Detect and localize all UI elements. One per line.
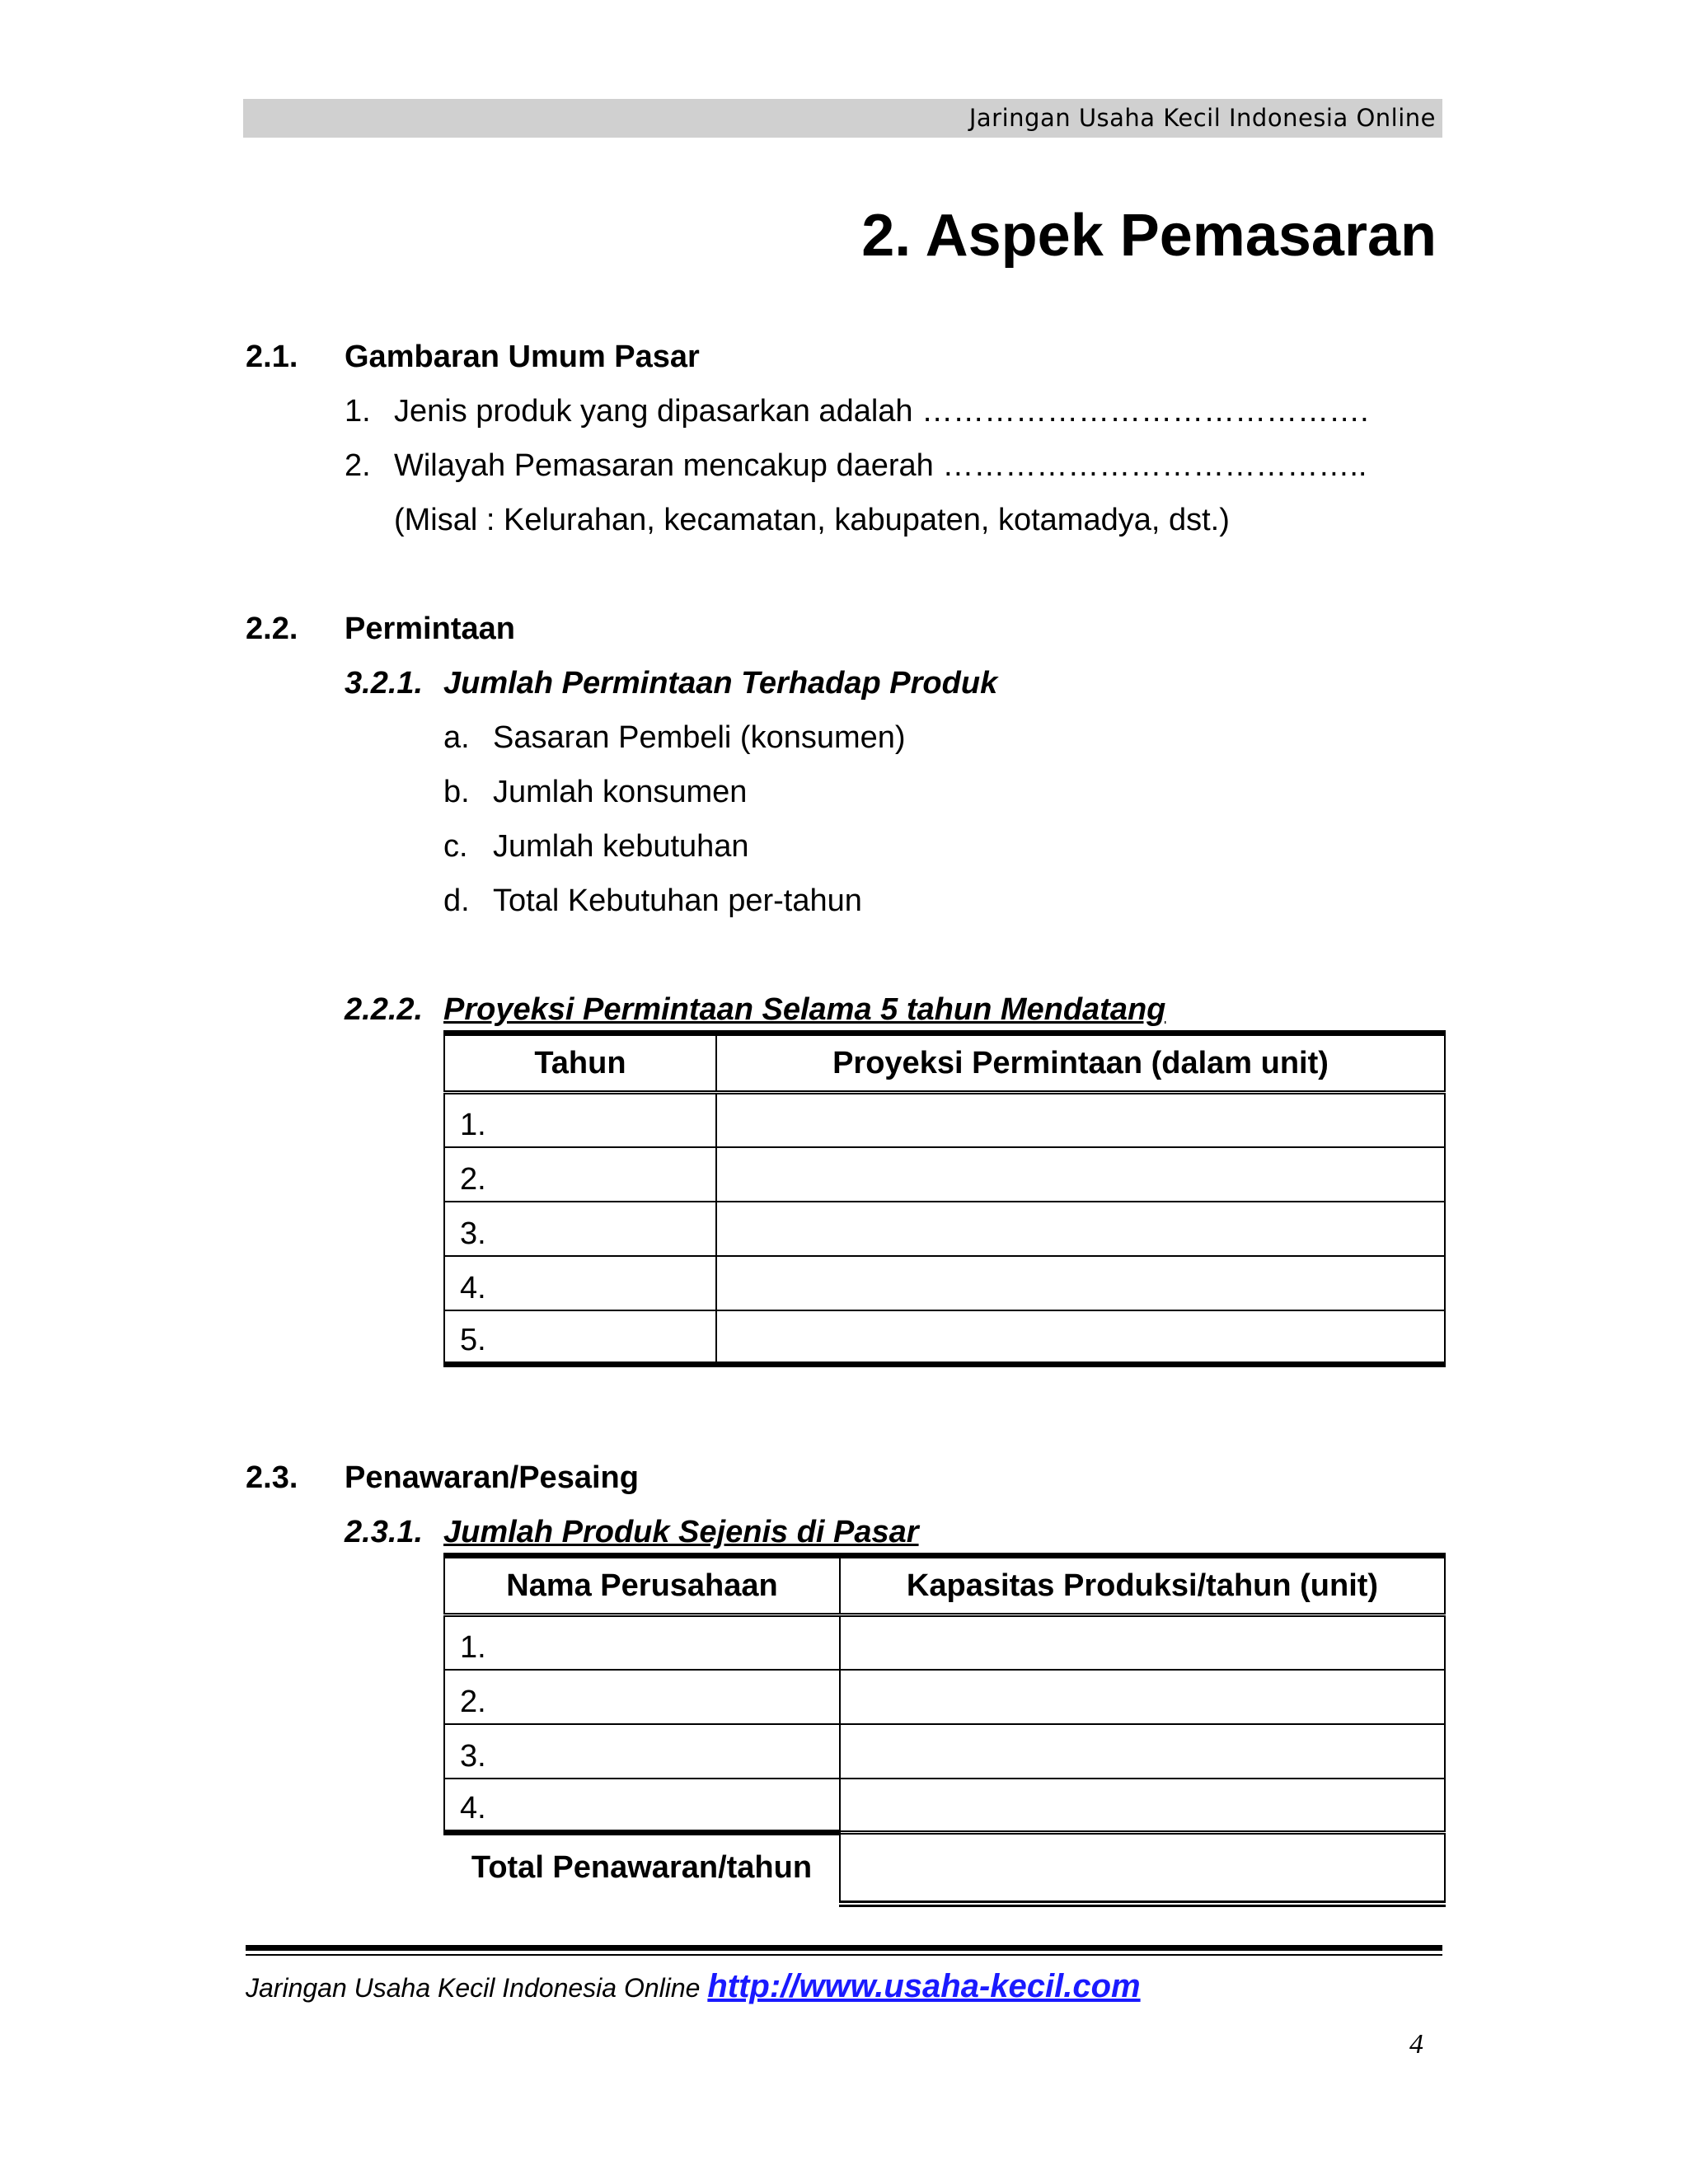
empty-cell [716,1202,1445,1256]
section-number: 2.1. [246,340,298,374]
header-bar [243,99,1442,138]
table-row [444,1202,1445,1256]
section-number: 2.2. [246,612,298,646]
section-title: Permintaan [345,612,515,646]
list-item-text: Jumlah konsumen [493,775,748,809]
list-item-text: Jumlah kebutuhan [493,829,749,864]
empty-cell [716,1310,1445,1365]
list-item-text: Wilayah Pemasaran mencakup daerah ………………………………….. [394,448,1367,483]
row-number: 2. [444,1670,840,1724]
subsection-title: Proyeksi Permintaan Selama 5 tahun Mendatang [443,992,1166,1027]
total-row [444,1833,1445,1904]
list-item-number: 2. [345,448,371,483]
footer-rule [246,1954,1442,1956]
list-item-letter: b. [443,775,470,809]
total-value-cell [840,1833,1445,1904]
list-item-letter: c. [443,829,468,864]
footer-text: Jaringan Usaha Kecil Indonesia Online [246,1973,708,2003]
empty-cell [716,1256,1445,1310]
empty-cell [716,1147,1445,1202]
total-label: Total Penawaran/tahun [471,1849,813,1885]
footer-rule [246,1945,1442,1951]
empty-cell [840,1724,1445,1779]
footer-link[interactable]: http://www.usaha-kecil.com [707,1968,1141,2004]
section-title: Gambaran Umum Pasar [345,340,700,374]
chapter-title: 2. Aspek Pemasaran [861,203,1437,269]
row-number: 2. [444,1147,716,1202]
row-number: 4. [444,1779,840,1833]
row-number: 4. [444,1256,716,1310]
table-row [444,1724,1445,1779]
table-row [444,1670,1445,1724]
table-row [444,1093,1445,1147]
subsection-title: Jumlah Permintaan Terhadap Produk [443,666,998,701]
column-header: Proyeksi Permintaan (dalam unit) [716,1033,1445,1093]
page-number: 4 [1409,2029,1423,2060]
list-item-text: Total Kebutuhan per-tahun [493,883,862,918]
competitor-table [443,1553,1446,1907]
row-number: 3. [444,1202,716,1256]
list-item-text: Sasaran Pembeli (konsumen) [493,720,906,755]
footer [246,1968,1141,2005]
list-item-letter: d. [443,883,470,918]
header-text: Jaringan Usaha Kecil Indonesia Online [968,104,1436,132]
empty-cell [840,1670,1445,1724]
demand-projection-table [443,1030,1446,1367]
section-title: Penawaran/Pesaing [345,1460,639,1495]
row-number: 1. [444,1615,840,1670]
example-note: (Misal : Kelurahan, kecamatan, kabupaten, kotamadya, dst.) [394,503,1230,537]
subsection-title: Jumlah Produk Sejenis di Pasar [443,1515,919,1549]
column-header: Nama Perusahaan [444,1556,840,1615]
subsection-number: 2.2.2. [345,992,424,1027]
subsection-number: 3.2.1. [345,666,424,701]
list-item-number: 1. [345,394,371,429]
row-number: 5. [444,1310,716,1365]
table-row [444,1256,1445,1310]
column-header: Kapasitas Produksi/tahun (unit) [840,1556,1445,1615]
empty-cell [716,1093,1445,1147]
table-row [444,1779,1445,1833]
table-row [444,1615,1445,1670]
list-item-letter: a. [443,720,470,755]
table-row [444,1310,1445,1365]
empty-cell [840,1615,1445,1670]
row-number: 1. [444,1093,716,1147]
row-number: 3. [444,1724,840,1779]
table-row [444,1147,1445,1202]
column-header: Tahun [444,1033,716,1093]
list-item-text: Jenis produk yang dipasarkan adalah ……………………………………. [394,394,1369,429]
subsection-number: 2.3.1. [345,1515,424,1549]
empty-cell [840,1779,1445,1833]
section-number: 2.3. [246,1460,298,1495]
